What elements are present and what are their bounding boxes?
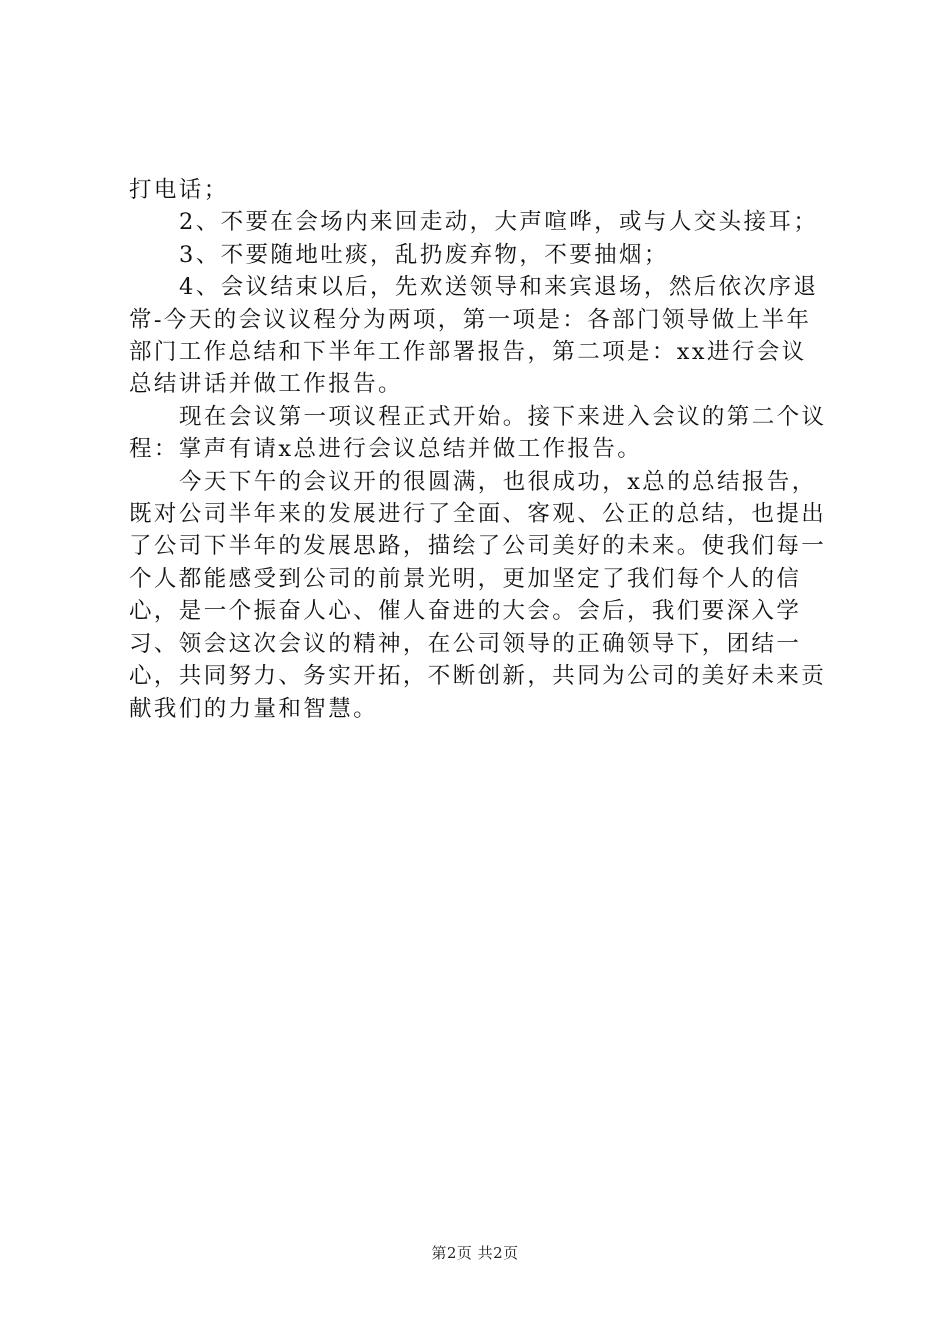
paragraph-3: 3、不要随地吐痰，乱扔废弃物，不要抽烟； — [179, 241, 669, 268]
paragraph-4: 4、会议结束以后，先欢送领导和来宾退场，然后依次序退常-今天的会议议程分为两项，第一项是：各部门领导做上半年部门工作总结和下半年工作部署报告，第二项是：xx进行会议总结讲话并做工作报告。 — [129, 274, 819, 398]
paragraph-6: 今天下午的会议开的很圆满，也很成功，x总的总结报告，既对公司半年来的发展进行了全面、客观、公正的总结，也提出了公司下半年的发展思路，描绘了公司美好的未来。使我们每一个人都能感受到公司的前景光明，更加坚定了我们每个人的信心，是一个振奋人心、催人奋进的大会。会后，我们要深入学习、领会这次会议的精神，在公司领导的正确领导下，团结一心，共同努力、务实开拓，不断创新，共同为公司的美好未来贡献我们的力量和智慧。 — [129, 468, 827, 722]
page-number-footer: 第2页 共2页 — [431, 1244, 519, 1262]
paragraph-1: 打电话； — [129, 177, 229, 203]
paragraph-2: 2、不要在会场内来回走动，大声喧哗，或与人交头接耳； — [179, 209, 819, 236]
document-body — [129, 174, 829, 725]
paragraph-5: 现在会议第一项议程正式开始。接下来进入会议的第二个议程：掌声有请x总进行会议总结并做工作报告。 — [129, 403, 827, 463]
